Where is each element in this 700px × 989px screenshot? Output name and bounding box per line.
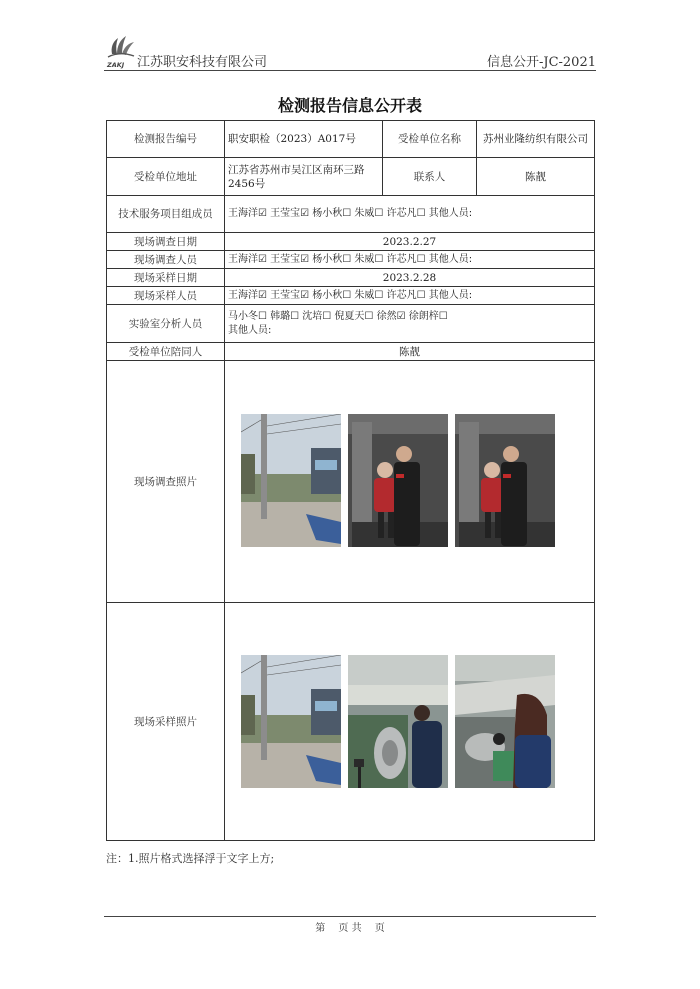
escort-value: 陈靓 [225, 343, 595, 361]
table-row [107, 603, 595, 841]
sample-date-label: 现场采样日期 [107, 269, 225, 287]
footnote: 注：1.照片格式选择浮于文字上方; [106, 852, 275, 865]
survey-photo-indoor-2 [455, 414, 555, 547]
client-name-value: 苏州业隆纺织有限公司 [477, 121, 595, 158]
survey-date-label: 现场调查日期 [107, 233, 225, 251]
company-name: 江苏职安科技有限公司 [137, 55, 268, 70]
info-table [106, 120, 595, 841]
table-row [107, 158, 595, 196]
escort-label: 受检单位陪同人 [107, 343, 225, 361]
team-checklist: 王海洋☑ 王莹宝☑ 杨小秋☐ 朱威☐ 许芯凡☐ 其他人员: [225, 196, 595, 233]
footer-divider [104, 916, 596, 917]
lab-staff-line-1: 马小冬☐ 韩璐☐ 沈培☐ 倪夏天☐ 徐然☑ 徐朗梓☐ [228, 310, 448, 322]
table-row [107, 196, 595, 233]
survey-staff-checklist: 王海洋☑ 王莹宝☑ 杨小秋☐ 朱威☐ 许芯凡☐ 其他人员: [225, 251, 595, 269]
contact-value: 陈靓 [477, 158, 595, 196]
survey-photos-cell [225, 361, 595, 603]
table-row [107, 233, 595, 251]
lab-staff-line-2: 其他人员: [228, 324, 272, 336]
client-address-label: 受检单位地址 [107, 158, 225, 196]
survey-date-value: 2023.2.27 [225, 233, 595, 251]
client-name-label: 受检单位名称 [383, 121, 477, 158]
survey-staff-label: 现场调查人员 [107, 251, 225, 269]
sample-photos-cell [225, 603, 595, 841]
header-divider [104, 70, 596, 71]
page-number: 第 页 共 页 [315, 923, 385, 934]
page-title: 检测报告信息公开表 [277, 96, 422, 115]
table-row [107, 343, 595, 361]
report-no-value: 职安职检（2023）A017号 [225, 121, 383, 158]
sample-staff-label: 现场采样人员 [107, 287, 225, 305]
company-logo [104, 32, 138, 70]
team-label: 技术服务项目组成员 [107, 196, 225, 233]
contact-label: 联系人 [383, 158, 477, 196]
report-no-label: 检测报告编号 [107, 121, 225, 158]
sample-staff-checklist: 王海洋☑ 王莹宝☑ 杨小秋☐ 朱威☐ 许芯凡☐ 其他人员: [225, 287, 595, 305]
document-number: 信息公开-JC-2021 [486, 55, 596, 70]
survey-photos-label: 现场调查照片 [107, 361, 225, 603]
table-row [107, 287, 595, 305]
lab-staff-label: 实验室分析人员 [107, 305, 225, 343]
svg-text:ZAKJ: ZAKJ [107, 61, 125, 69]
sample-date-value: 2023.2.28 [225, 269, 595, 287]
lab-staff-checklist [225, 305, 595, 343]
survey-photo-indoor-1 [348, 414, 448, 547]
survey-photo-outdoor [241, 414, 341, 547]
table-row [107, 121, 595, 158]
sample-photo-machine-1 [348, 655, 448, 788]
page-header [104, 32, 596, 72]
sample-photos-label: 现场采样照片 [107, 603, 225, 841]
sample-photo-machine-2 [455, 655, 555, 788]
table-row [107, 361, 595, 603]
table-row [107, 251, 595, 269]
sample-photo-outdoor [241, 655, 341, 788]
client-address-value: 江苏省苏州市吴江区南环三路2456号 [225, 158, 383, 196]
table-row [107, 269, 595, 287]
table-row [107, 305, 595, 343]
